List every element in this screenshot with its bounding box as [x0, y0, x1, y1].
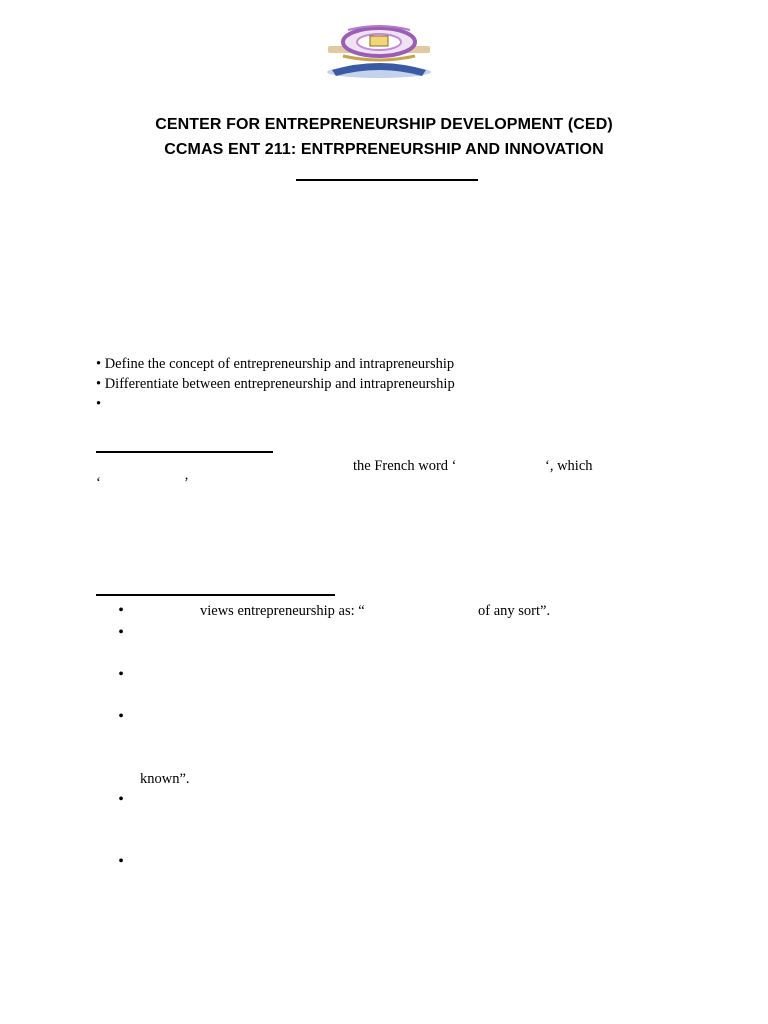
page-title: CENTER FOR ENTREPRENEURSHIP DEVELOPMENT (CED): [155, 116, 613, 133]
list-bullet: •: [118, 791, 124, 808]
origin-close-quote: ’: [184, 475, 189, 491]
section-heading-underline: [96, 594, 335, 596]
origin-text-fragment: the French word ‘: [353, 458, 457, 474]
definition-text-fragment: known”.: [140, 771, 190, 787]
list-bullet: •: [118, 708, 124, 725]
objective-item-1: [96, 355, 454, 373]
list-bullet: •: [118, 853, 124, 870]
objective-text: Define the concept of entrepreneurship and intrapreneurship: [104, 356, 455, 372]
section-heading-underline: [96, 451, 273, 453]
crest-icon: [318, 20, 440, 82]
university-crest-logo: [318, 20, 440, 82]
objective-item-2: [96, 375, 455, 393]
list-bullet: •: [118, 602, 124, 619]
objective-bullet: •: [96, 396, 102, 412]
list-bullet: •: [118, 624, 124, 641]
list-bullet: •: [118, 666, 124, 683]
objective-bullet: •: [96, 356, 102, 372]
origin-open-quote: ‘: [96, 475, 101, 491]
definition-text-fragment: of any sort”.: [478, 603, 551, 619]
objective-bullet: •: [96, 376, 102, 392]
title-underline: [296, 179, 478, 181]
origin-text-fragment: ‘, which: [545, 458, 593, 474]
objective-text: Differentiate between entrepreneurship and intrapreneurship: [104, 376, 455, 392]
objective-item-3: [96, 395, 101, 413]
course-title: CCMAS ENT 211: ENTRPRENEURSHIP AND INNOVATION: [164, 141, 604, 158]
definition-text-fragment: views entrepreneurship as: “: [200, 603, 365, 619]
